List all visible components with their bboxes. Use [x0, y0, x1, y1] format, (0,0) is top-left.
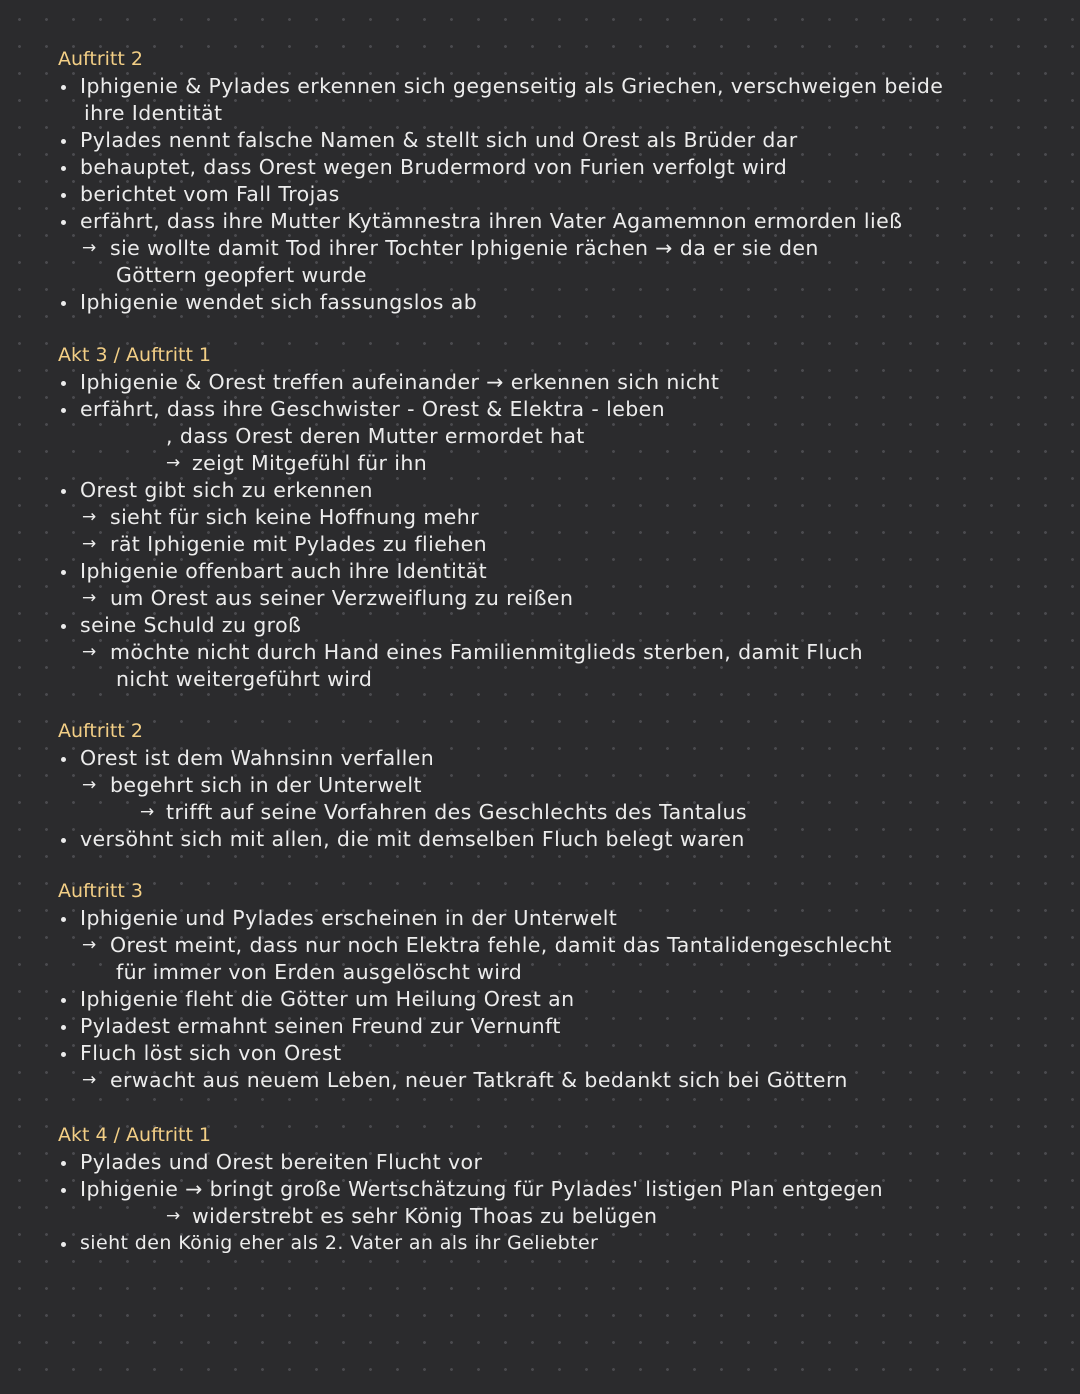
- note-line: → um Orest aus seiner Verzweiflung zu reißen: [58, 585, 1048, 612]
- note-line: → Orest meint, dass nur noch Elektra fehle, damit das Tantalidengeschlecht: [58, 932, 1048, 959]
- note-line: Pylades nennt falsche Namen & stellt sich und Orest als Brüder dar: [58, 127, 1048, 154]
- note-line: seine Schuld zu groß: [58, 612, 1048, 639]
- note-line: → erwacht aus neuem Leben, neuer Tatkraft & bedankt sich bei Göttern: [58, 1067, 1048, 1094]
- note-line: Pyladest ermahnt seinen Freund zur Vernunft: [58, 1013, 1048, 1040]
- note-line: Iphigenie wendet sich fassungslos ab: [58, 289, 1048, 316]
- note-line: Iphigenie und Pylades erscheinen in der Unterwelt: [58, 905, 1048, 932]
- note-line: → trifft auf seine Vorfahren des Geschlechts des Tantalus: [58, 799, 1048, 826]
- note-line: Iphigenie fleht die Götter um Heilung Orest an: [58, 986, 1048, 1013]
- note-line: versöhnt sich mit allen, die mit demselben Fluch belegt waren: [58, 826, 1048, 853]
- note-line: Fluch löst sich von Orest: [58, 1040, 1048, 1067]
- note-line: nicht weitergeführt wird: [116, 667, 373, 691]
- note-line: Pylades und Orest bereiten Flucht vor: [58, 1149, 1048, 1176]
- note-line: Orest ist dem Wahnsinn verfallen: [58, 745, 1048, 772]
- section-heading: Akt 3 / Auftritt 1: [58, 344, 212, 366]
- section-akt-4-auftritt-1: [58, 1122, 1048, 1257]
- note-line: → sieht für sich keine Hoffnung mehr: [58, 504, 1048, 531]
- note-line: behauptet, dass Orest wegen Brudermord von Furien verfolgt wird: [58, 154, 1048, 181]
- note-line: Orest gibt sich zu erkennen: [58, 477, 1048, 504]
- note-line: → rät Iphigenie mit Pylades zu fliehen: [58, 531, 1048, 558]
- note-line: ihre Identität: [84, 101, 223, 125]
- note-line: → zeigt Mitgefühl für ihn: [58, 450, 1048, 477]
- note-line: Göttern geopfert wurde: [116, 263, 367, 287]
- section-auftritt-2-first: [58, 46, 1048, 316]
- section-auftritt-3: [58, 878, 1048, 1094]
- section-akt-3-auftritt-1: [58, 342, 1048, 693]
- note-line: → widerstrebt es sehr König Thoas zu belügen: [58, 1203, 1048, 1230]
- note-line: erfährt, dass ihre Geschwister - Orest & Elektra - leben: [58, 396, 1048, 423]
- note-line: Iphigenie & Orest treffen aufeinander → erkennen sich nicht: [58, 369, 1048, 396]
- note-line: → möchte nicht durch Hand eines Familienmitglieds sterben, damit Fluch: [58, 639, 1048, 666]
- note-line: für immer von Erden ausgelöscht wird: [116, 960, 523, 984]
- note-line: berichtet vom Fall Trojas: [58, 181, 1048, 208]
- section-heading: Akt 4 / Auftritt 1: [58, 1124, 212, 1146]
- section-heading: Auftritt 2: [58, 48, 143, 70]
- note-line: erfährt, dass ihre Mutter Kytämnestra ihren Vater Agamemnon ermorden ließ: [58, 208, 1048, 235]
- note-line: , dass Orest deren Mutter ermordet hat: [166, 424, 585, 448]
- note-line: Iphigenie & Pylades erkennen sich gegenseitig als Griechen, verschweigen beide: [58, 73, 1048, 100]
- section-heading: Auftritt 3: [58, 880, 143, 902]
- section-auftritt-2-second: [58, 718, 1048, 853]
- note-line: → begehrt sich in der Unterwelt: [58, 772, 1048, 799]
- section-heading: Auftritt 2: [58, 720, 143, 742]
- note-line: → sie wollte damit Tod ihrer Tochter Iphigenie rächen → da er sie den: [58, 235, 1048, 262]
- note-line: Iphigenie offenbart auch ihre Identität: [58, 558, 1048, 585]
- note-line: sieht den König eher als 2. Vater an als ihr Geliebter: [58, 1230, 1048, 1257]
- note-line: Iphigenie → bringt große Wertschätzung für Pylades' listigen Plan entgegen: [58, 1176, 1048, 1203]
